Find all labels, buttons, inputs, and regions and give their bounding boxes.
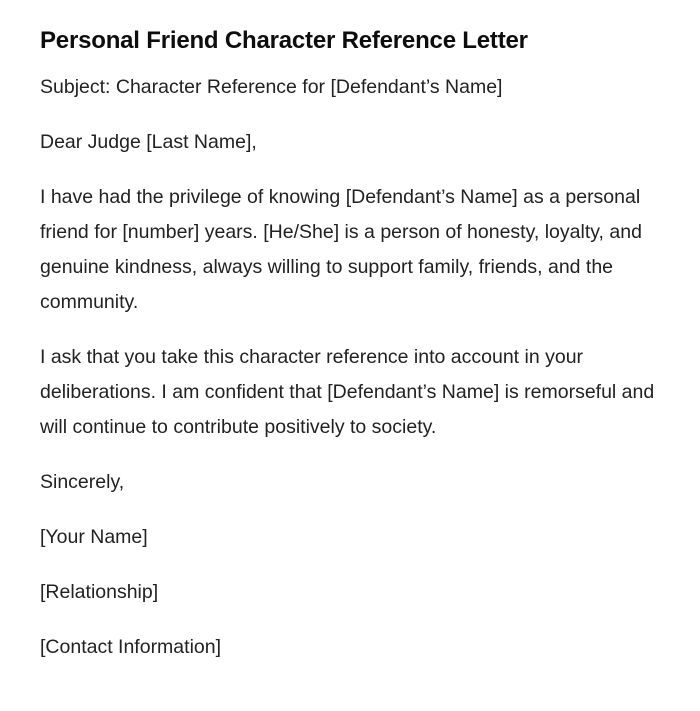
signature-name: [Your Name] <box>40 526 148 548</box>
letter-body-paragraph-1: I have had the privilege of knowing [Defendant’s Name] as a personal friend for [number] years. [He/She] is a person of honesty, loyalty, and genuine kindness, always willing to support family, friends, and the community. <box>40 186 642 313</box>
letter-closing: Sincerely, <box>40 471 125 493</box>
letter-title: Personal Friend Character Reference Letter <box>40 27 528 54</box>
letter-salutation: Dear Judge [Last Name], <box>40 131 257 153</box>
signature-contact: [Contact Information] <box>40 636 222 658</box>
signature-relationship: [Relationship] <box>40 581 159 603</box>
letter-body-paragraph-2: I ask that you take this character reference into account in your deliberations. I am confident that [Defendant’s Name] is remorseful and will continue to contribute positively to society. <box>40 346 655 438</box>
letter-subject: Subject: Character Reference for [Defendant’s Name] <box>40 76 503 98</box>
